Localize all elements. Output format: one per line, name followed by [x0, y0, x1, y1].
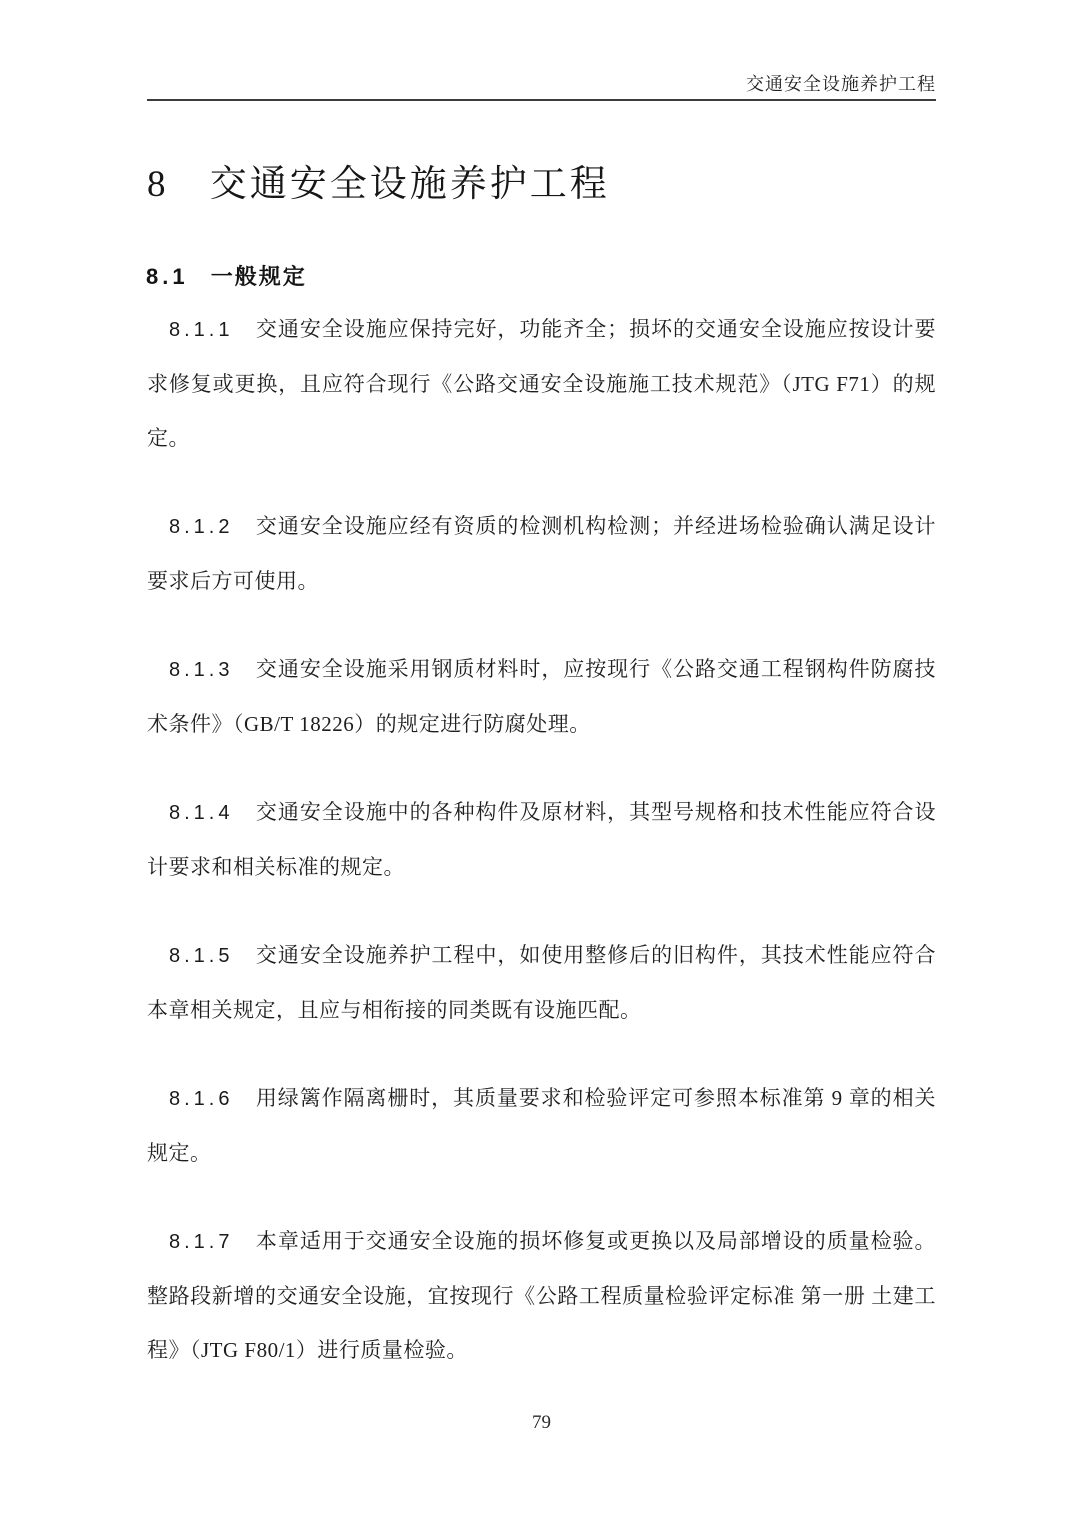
clause-number: 8.1.4: [169, 802, 234, 824]
page-number: 79: [532, 1412, 551, 1433]
clause-number: 8.1.6: [169, 1088, 234, 1110]
chapter-title: [147, 153, 610, 207]
clause-number: 8.1.7: [169, 1231, 234, 1253]
section-heading: [146, 260, 307, 291]
clause-number: 8.1.5: [169, 945, 234, 967]
clause-paragraph: [147, 928, 936, 1037]
chapter-number: 8: [147, 164, 166, 205]
clause-list: [147, 302, 936, 1411]
clause-paragraph: [147, 499, 936, 608]
clause-number: 8.1.1: [169, 319, 234, 341]
clause-text: 交通安全设施采用钢质材料时，应按现行《公路交通工程钢构件防腐技术条件》（GB/T 18226）的规定进行防腐处理。: [147, 657, 936, 736]
clause-text: 交通安全设施中的各种构件及原材料，其型号规格和技术性能应符合设计要求和相关标准的规定。: [147, 800, 936, 879]
clause-text: 交通安全设施养护工程中，如使用整修后的旧构件，其技术性能应符合本章相关规定，且应与相衔接的同类既有设施匹配。: [147, 943, 936, 1022]
clause-number: 8.1.3: [169, 659, 234, 681]
clause-paragraph: [147, 785, 936, 894]
clause-text: 交通安全设施应保持完好，功能齐全；损坏的交通安全设施应按设计要求修复或更换，且应符合现行《公路交通安全设施施工技术规范》（JTG F71）的规定。: [147, 317, 936, 450]
clause-paragraph: [147, 642, 936, 751]
clause-paragraph: [147, 1071, 936, 1180]
running-header: [147, 70, 936, 96]
clause-text: 本章适用于交通安全设施的损坏修复或更换以及局部增设的质量检验。整路段新增的交通安全设施，宜按现行《公路工程质量检验评定标准 第一册 土建工程》（JTG F80/1）进行质量检验。: [147, 1229, 936, 1362]
clause-paragraph: [147, 1214, 936, 1377]
clause-text: 用绿篱作隔离栅时，其质量要求和检验评定可参照本标准第 9 章的相关规定。: [147, 1086, 936, 1165]
clause-text: 交通安全设施应经有资质的检测机构检测；并经进场检验确认满足设计要求后方可使用。: [147, 514, 936, 593]
clause-number: 8.1.2: [169, 516, 234, 538]
section-number: 8.1: [146, 264, 189, 289]
header-rule-divider: [147, 99, 936, 101]
running-header-text: 交通安全设施养护工程: [746, 74, 936, 94]
section-title-text: 一般规定: [210, 264, 307, 289]
chapter-title-text: 交通安全设施养护工程: [209, 164, 610, 205]
clause-paragraph: [147, 302, 936, 465]
